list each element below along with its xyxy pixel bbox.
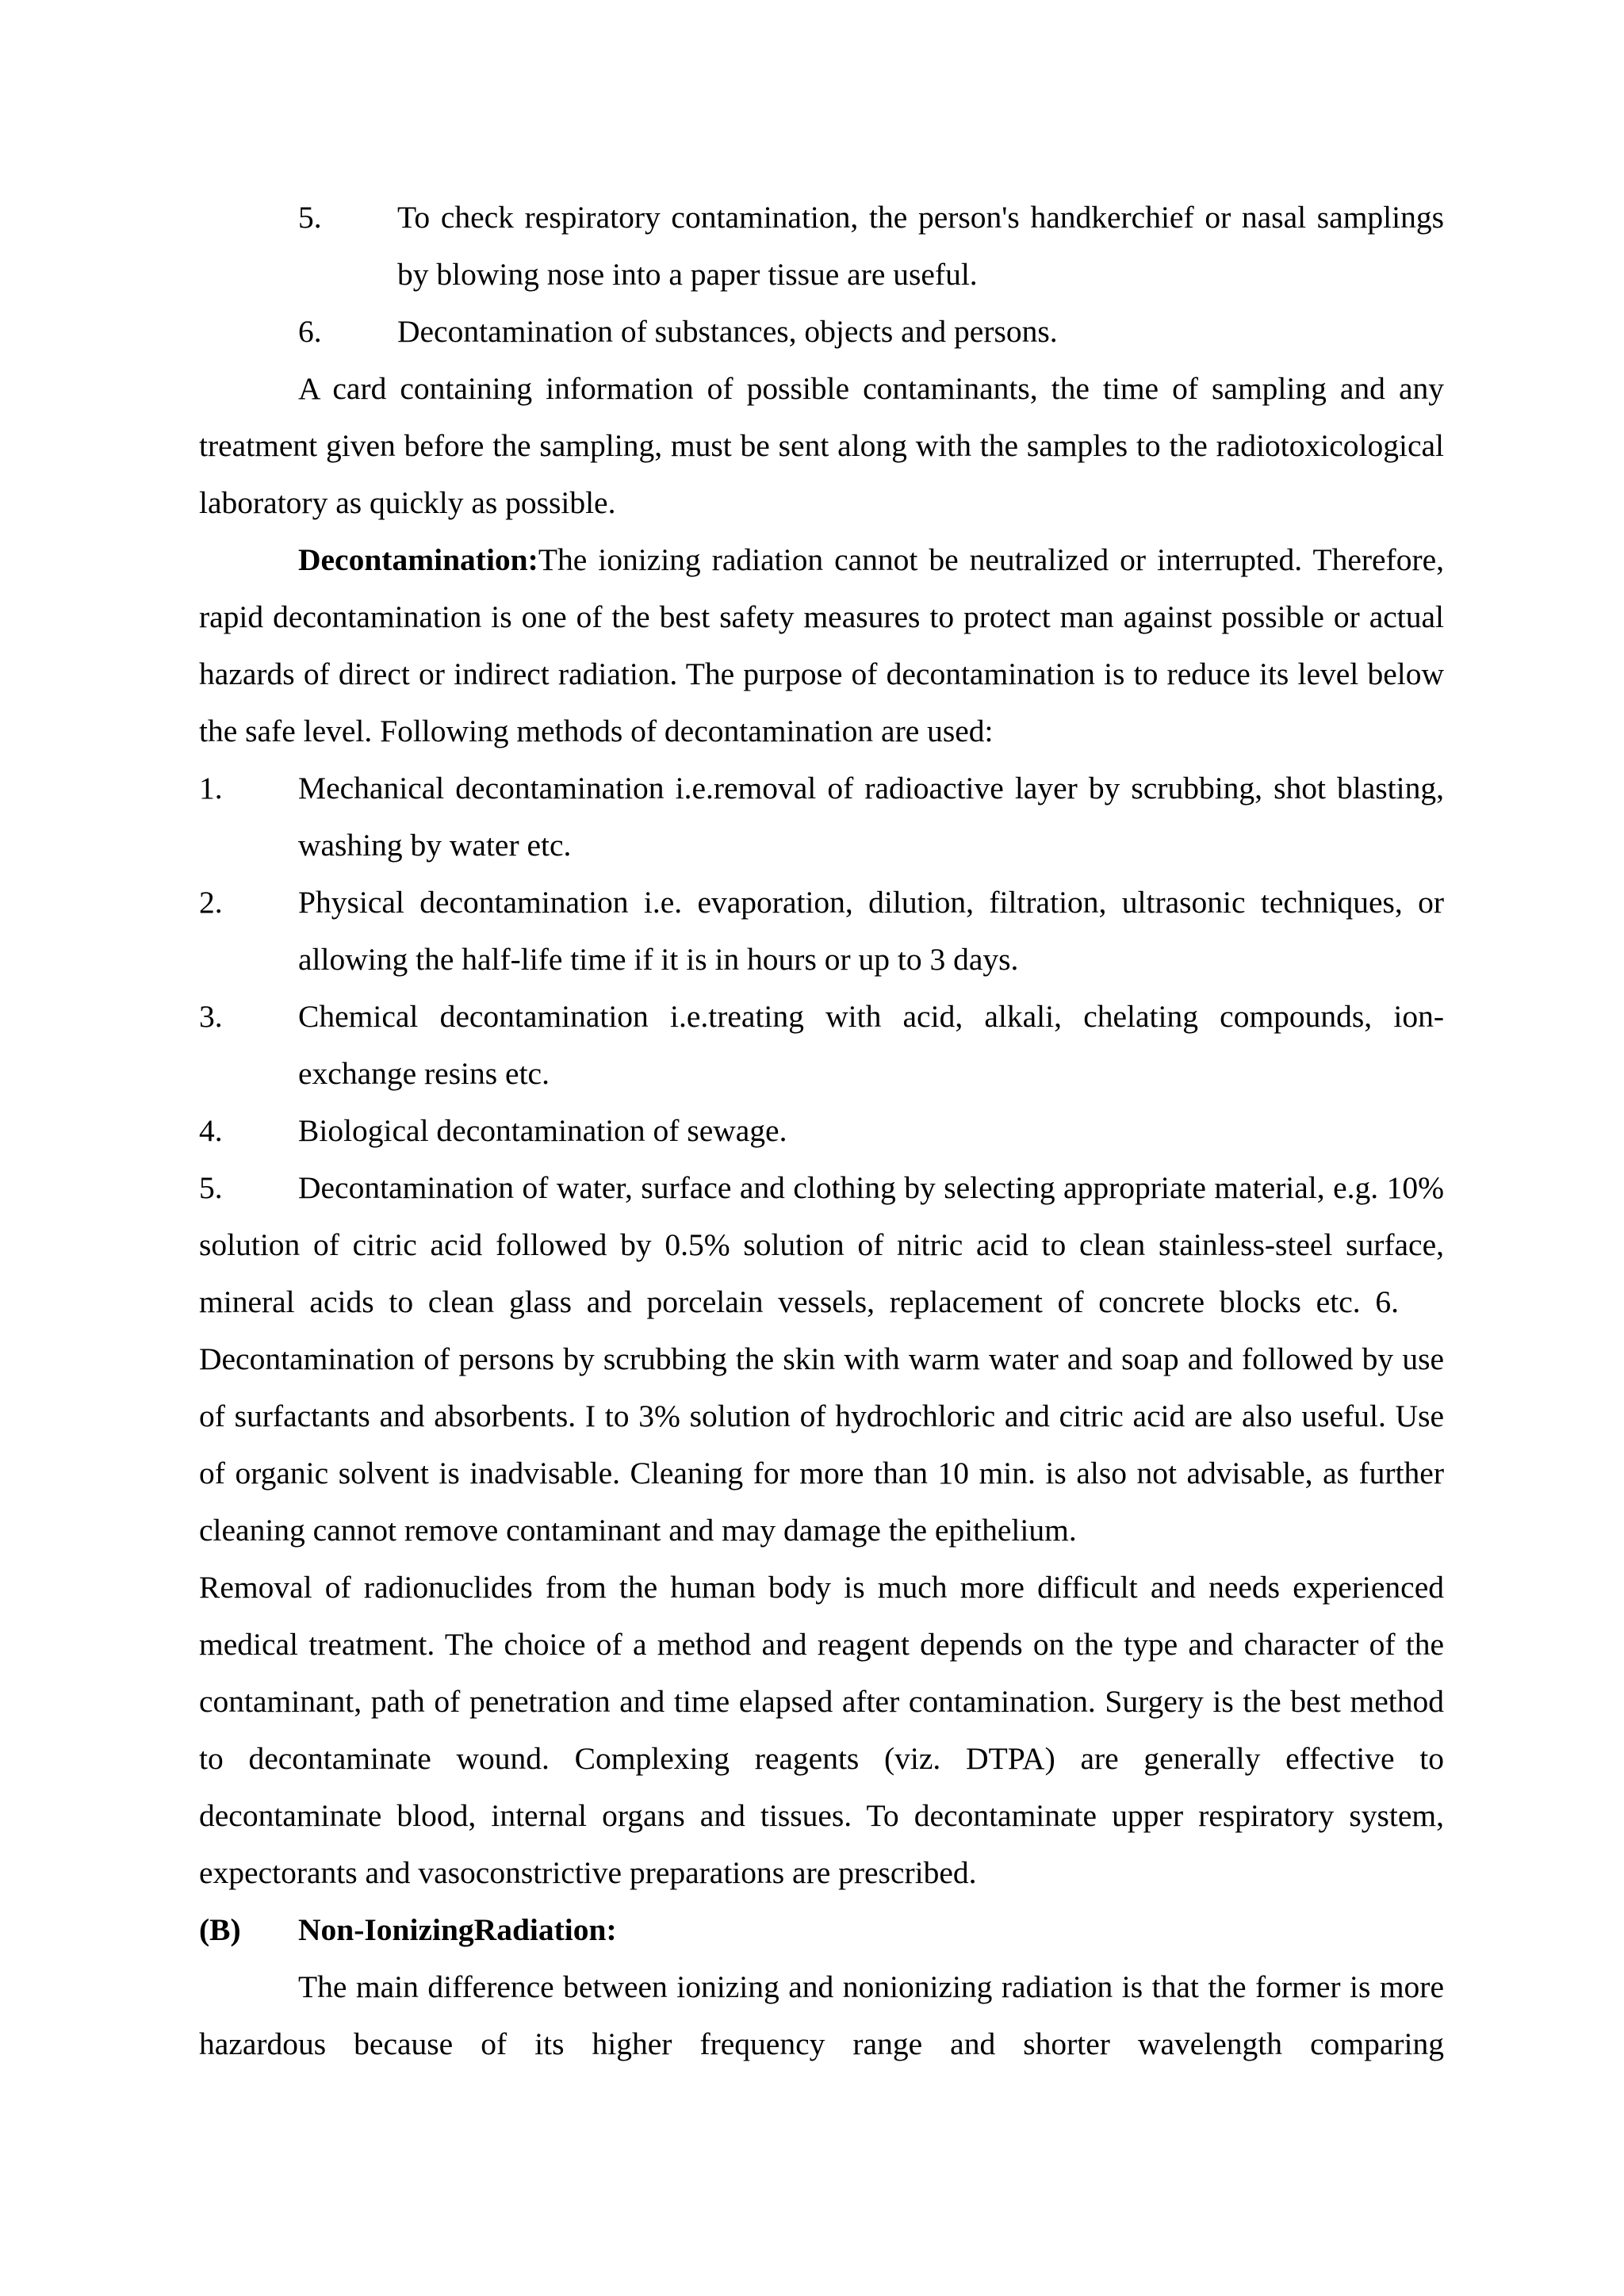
method-item-1 bbox=[199, 760, 1444, 874]
method-item-5-6 bbox=[199, 1159, 1444, 1559]
method-number: 1. bbox=[199, 771, 223, 806]
method-text: Mechanical decontamination i.e.removal of radioactive layer by scrubbing, shot blasting, washing by water etc. bbox=[298, 771, 1444, 863]
section-title: Non-IonizingRadiation: bbox=[298, 1912, 617, 1947]
list-text: Decontamination of substances, objects and persons. bbox=[397, 314, 1058, 349]
method-text-5: Decontamination of water, surface and clothing by selecting appropriate material, e.g. 10% solution of citric acid followed by 0.5% solution of nitric acid to clean stainless-steel surface, mineral acids to clean glass and porcelain vessels, replacement of concrete blocks etc. bbox=[199, 1170, 1444, 1319]
section-label: (B) bbox=[199, 1912, 241, 1947]
method-text-6: Decontamination of persons by scrubbing the skin with warm water and soap and followed by use of surfactants and absorbents. I to 3% solution of hydrochloric and citric acid are also useful. Use of organic solvent is inadvisable. Cleaning for more than 10 min. is also not advisable, as further cleaning cannot remove contaminant and may damage the epithelium. bbox=[199, 1341, 1444, 1548]
list-item-6 bbox=[199, 303, 1444, 360]
method-number-5: 5. bbox=[199, 1170, 223, 1205]
method-number: 2. bbox=[199, 885, 223, 920]
list-item-5 bbox=[199, 189, 1444, 303]
paragraph-decontamination bbox=[199, 531, 1444, 760]
method-text: Chemical decontamination i.e.treating with acid, alkali, chelating compounds, ion-exchange resins etc. bbox=[298, 999, 1444, 1091]
method-text: Biological decontamination of sewage. bbox=[298, 1113, 787, 1148]
method-number: 3. bbox=[199, 999, 223, 1034]
method-number: 4. bbox=[199, 1113, 223, 1148]
method-item-3 bbox=[199, 988, 1444, 1102]
decontamination-text: The ionizing radiation cannot be neutralized or interrupted. Therefore, rapid decontamination is one of the best safety measures to protect man against possible or actual hazards of direct or indirect radiation. The purpose of decontamination is to reduce its level below the safe level. Following methods of decontamination are used: bbox=[199, 542, 1444, 748]
paragraph-removal: Removal of radionuclides from the human body is much more difficult and needs experienced medical treatment. The choice of a method and reagent depends on the type and character of the contaminant, path of penetration and time elapsed after contamination. Surgery is the best method to decontaminate wound. Complexing reagents (viz. DTPA) are generally effective to decontaminate blood, internal organs and tissues. To decontaminate upper respiratory system, expectorants and vasoconstrictive preparations are prescribed. bbox=[199, 1570, 1444, 1890]
method-item-4 bbox=[199, 1102, 1444, 1159]
decontamination-heading: Decontamination: bbox=[298, 542, 538, 577]
method-number-6: 6. bbox=[1375, 1284, 1400, 1319]
method-item-2 bbox=[199, 874, 1444, 988]
section-b-heading bbox=[199, 1901, 1444, 1958]
paragraph-nonionizing: The main difference between ionizing and nonionizing radiation is that the former is more hazardous because of its higher frequency range and shorter wavelength comparing bbox=[199, 1969, 1444, 2061]
list-number: 5. bbox=[298, 200, 322, 235]
document-page bbox=[199, 189, 1444, 2072]
list-number: 6. bbox=[298, 314, 322, 349]
paragraph-card: A card containing information of possible contaminants, the time of sampling and any treatment given before the sampling, must be sent along with the samples to the radiotoxicological laboratory as quickly as possible. bbox=[199, 371, 1444, 520]
method-text: Physical decontamination i.e. evaporation, dilution, filtration, ultrasonic techniques, or allowing the half-life time if it is in hours or up to 3 days. bbox=[298, 885, 1444, 977]
list-text: To check respiratory contamination, the person's handkerchief or nasal samplings by blowing nose into a paper tissue are useful. bbox=[397, 200, 1444, 292]
